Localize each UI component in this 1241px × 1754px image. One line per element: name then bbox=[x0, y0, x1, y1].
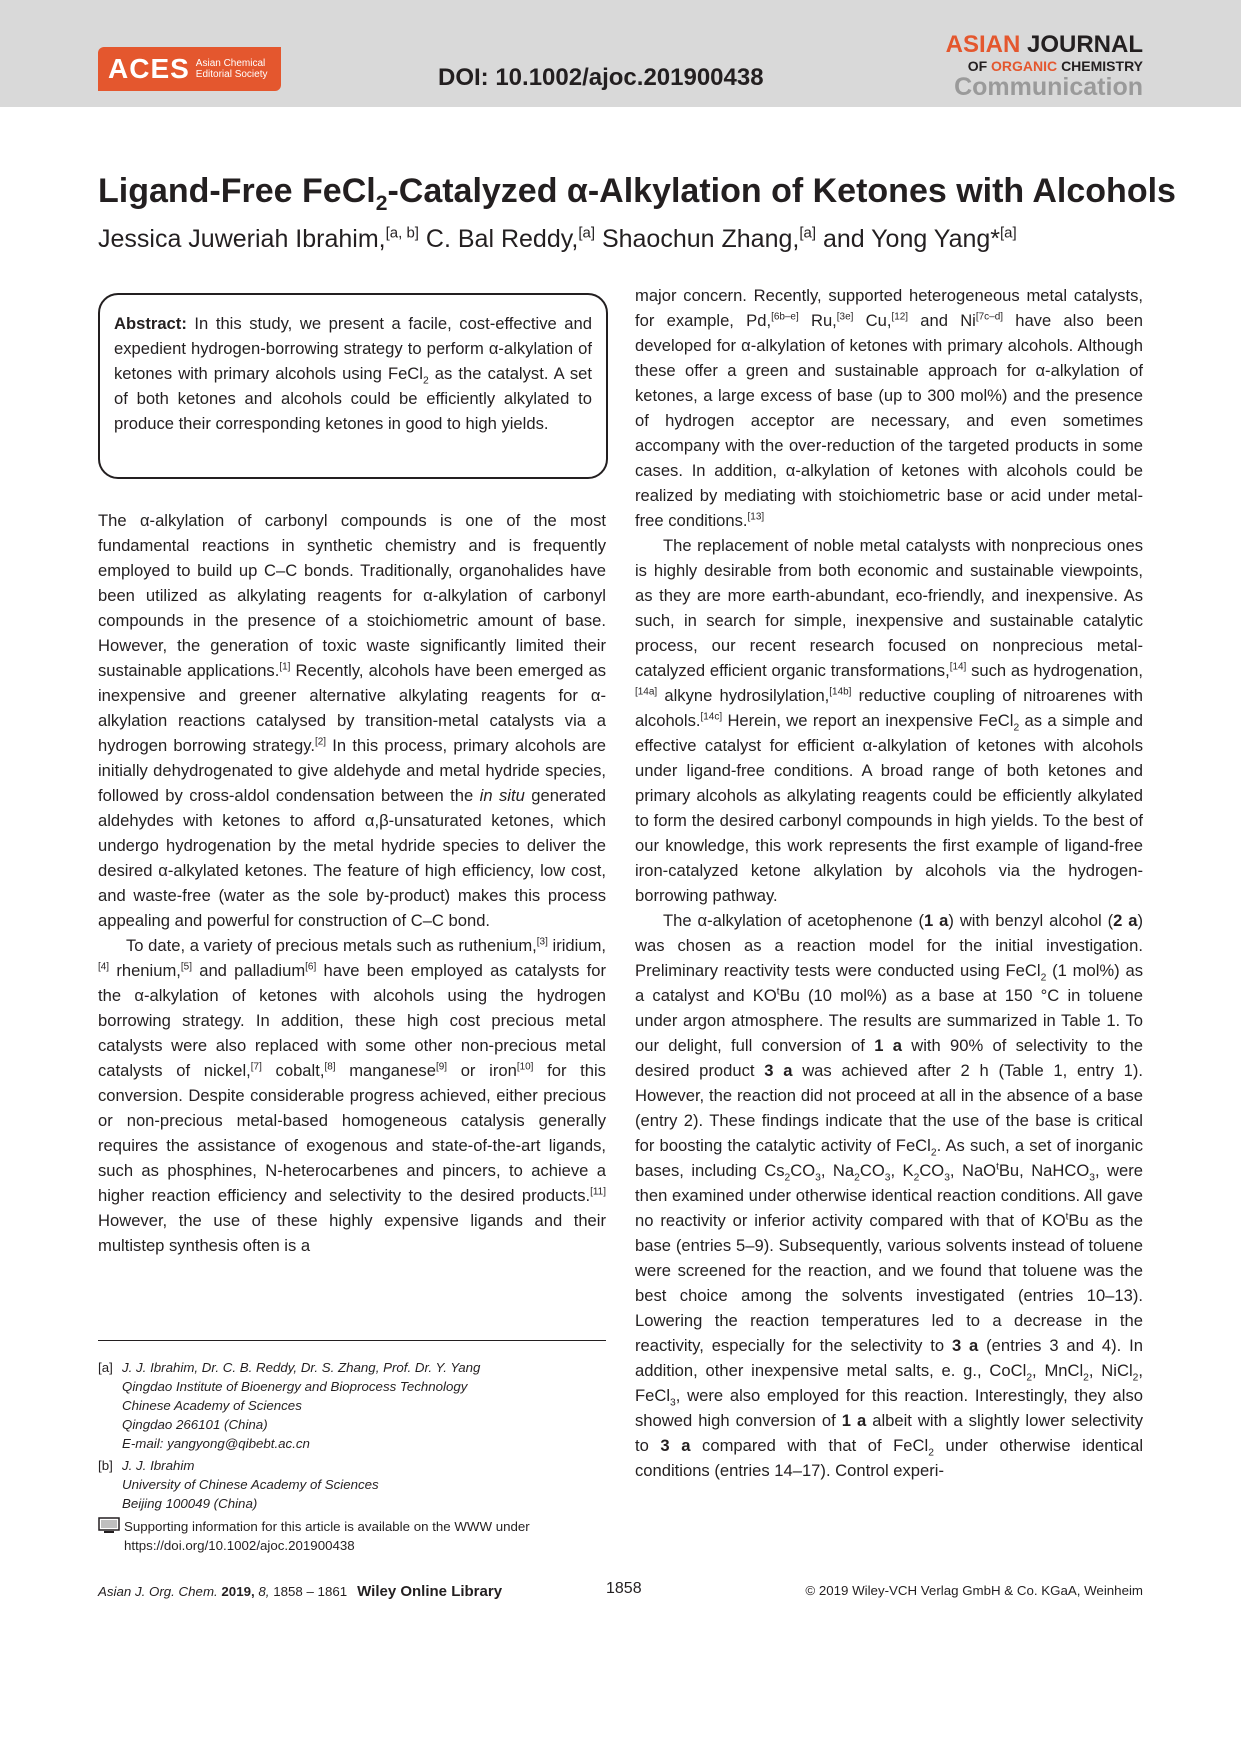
computer-icon bbox=[98, 1517, 120, 1534]
wiley-online-library-link[interactable]: Wiley Online Library bbox=[357, 1583, 503, 1600]
article-title: Ligand-Free FeCl$_2$-Catalyzed α-Alkylation of Ketones with Alcohols bbox=[98, 172, 1176, 215]
supporting-info bbox=[98, 1517, 606, 1555]
footnote-divider bbox=[98, 1340, 606, 1341]
paragraph: major concern. Recently, supported heterogeneous metal catalysts, for example, Pd,[6b–e] Ru,[3e] Cu,[12] and Ni[7c–d] have also been developed for α-alkylation of ketones with primary alcohols. Although these offer a green and sustainable approach for α-alkylation of ketones, a large excess of base (up to 300 mol%) and the presence of hydrogen acceptor are necessary, and even sometimes accompany with the over-reduction of the targeted products in some cases. In addition, α-alkylation of ketones with alcohols could be realized by mediating with stoichiometric base or acid under metal-free conditions.[13] bbox=[635, 286, 1144, 530]
abstract-text: Abstract: In this study, we present a facile, cost-effective and expedient hydrogen-borrowing strategy to perform α-alkylation of ketones with primary alcohols using FeCl$_2$ as the catalyst. A set of both ketones and alcohols could be efficiently alkylated to produce their corresponding ketones in good to high yields. bbox=[114, 314, 592, 433]
article-type: Communication bbox=[954, 73, 1143, 101]
email-link[interactable]: E-mail: yangyong@qibebt.ac.cn bbox=[122, 1436, 310, 1451]
supporting-info-link[interactable]: Supporting information for this article is available on the WWW under https://doi.org/10.1002/ajoc.201900438 bbox=[124, 1519, 530, 1553]
journal-logo bbox=[946, 32, 1143, 100]
paragraph: The α-alkylation of carbonyl compounds is one of the most fundamental reactions in synthetic chemistry and is frequently employed to build up C–C bonds. Traditionally, organohalides have been utilized as alkylating reagents for α-alkylation of carbonyl compounds in the presence of a stoichiometric amount of base. However, the generation of toxic waste significantly limited their sustainable applications.[1] Recently, alcohols have been emerged as inexpensive and greener alternative alkylating reagents for α-alkylation reactions catalysed by transition-metal catalysts via a hydrogen borrowing strategy.[2] In this process, primary alcohols are initially dehydrogenated to give aldehyde and metal hydride species, followed by cross-aldol condensation between the in situ generated aldehydes with ketones to afford α,β-unsaturated ketones, which undergo hydrogenation by the metal hydride species to deliver the desired α-alkylated ketones. The feature of high efficiency, low cost, and waste-free (water as the sole by-product) makes this process appealing and powerful for construction of C–C bond. bbox=[98, 511, 607, 930]
aces-logo bbox=[98, 47, 281, 91]
aces-logo-text: ACES bbox=[108, 53, 190, 84]
aces-sub-line-2: Editorial Society bbox=[195, 69, 268, 80]
page-number: 1858 bbox=[606, 1580, 642, 1597]
left-column bbox=[98, 508, 606, 1258]
paragraph: The replacement of noble metal catalysts with nonprecious ones is highly desirable from both economic and sustainable viewpoints, as they are more earth-abundant, eco-friendly, and inexpensive. As such, in search for simple, inexpensive and sustainable catalytic process, our recent research focused on nonprecious metal-catalyzed efficient organic transformations,[14] such as hydrogenation,[14a] alkyne hydrosilylation,[14b] reductive coupling of nitroarenes with alcohols.[14c] Herein, we report an inexpensive FeCl$_2$ as a simple and effective catalyst for efficient α-alkylation of ketones with alcohols under ligand-free conditions. A broad range of both ketones and primary alcohols as alkylating reagents could be efficiently alkylated to form the desired carbonyl compounds in high yields. To the best of our knowledge, this work represents the first example of ligand-free iron-catalyzed ketone alkylation by alcohols via the hydrogen-borrowing pathway. bbox=[635, 536, 1144, 905]
affiliation-a: [a] J. J. Ibrahim, Dr. C. B. Reddy, Dr. S. Zhang, Prof. Dr. Y. Yang Qingdao Institute of Bioenergy and Bioprocess Technology Chinese Academy of Sciences Qingdao 266101 (China) E-mail: yangyong@qibebt.ac.cn bbox=[98, 1360, 481, 1451]
copyright: © 2019 Wiley-VCH Verlag GmbH & Co. KGaA, Weinheim bbox=[805, 1583, 1143, 1598]
citation: Asian J. Org. Chem. 2019, 8, 1858 – 1861 Wiley Online Library bbox=[98, 1583, 503, 1600]
aces-sub-line-1: Asian Chemical bbox=[195, 58, 266, 69]
paragraph: To date, a variety of precious metals such as ruthenium,[3] iridium,[4] rhenium,[5] and palladium[6] have been employed as catalysts for the α-alkylation of ketones with alcohols using the hydrogen borrowing strategy. In addition, these high cost precious metal catalysts were also replaced with some other non-precious metal catalysts of nickel,[7] cobalt,[8] manganese[9] or iron[10] for this conversion. Despite considerable progress achieved, either precious or non-precious metal-based homogeneous catalysis generally requires the assistance of exogenous and state-of-the-art ligands, such as phosphines, N-heterocarbenes and pincers, to achieve a higher reaction efficiency and selectivity to the desired products.[11] However, the use of these highly expensive ligands and their multistep synthesis often is a bbox=[98, 936, 607, 1255]
journal-line-1: ASIAN JOURNAL bbox=[945, 31, 1143, 58]
author-list: Jessica Juweriah Ibrahim,[a, b] C. Bal Reddy,[a] Shaochun Zhang,[a] and Yong Yang*[a] bbox=[98, 224, 1017, 253]
paragraph: The α-alkylation of acetophenone (1 a) with benzyl alcohol (2 a) was chosen as a reaction model for the initial investigation. Preliminary reactivity tests were conducted using FeCl$_2$ (1 mol%) as a catalyst and $KO^tBu$ (10 mol%) as a base at 150 °C in toluene under argon atmosphere. The results are summarized in Table 1. To our delight, full conversion of 1 a with 90% of selectivity to the desired product 3 a was achieved after 2 h (Table 1, entry 1). However, the reaction did not proceed at all in the absence of a base (entry 2). These findings indicate that the use of the base is critical for boosting the catalytic activity of FeCl$_2$. As such, a set of inorganic bases, including $Cs_2CO_3$, $Na_2CO_3$, $K_2CO_3$, NaO$^t$Bu, NaHCO$_3$, were then examined under otherwise identical reaction conditions. All gave no reactivity or inferior activity compared with that of $KO^tBu$ as the base (entries 5–9). Subsequently, various solvents instead of toluene were screened for the reaction, and we found that toluene was the best choice among the solvents investigated (entries 10–13). Lowering the reaction temperatures led to a decrease in the reactivity, especially for the selectivity to 3 a (entries 3 and 4). In addition, other inexpensive metal salts, e. g., CoCl$_2$, MnCl$_2$, NiCl$_2$, FeCl$_3$, were also employed for this reaction. Interestingly, they also showed high conversion of 1 a albeit with a slightly lower selectivity to 3 a compared with that of FeCl$_2$ under otherwise identical conditions (entries 14–17). Control experi- bbox=[635, 911, 1144, 1480]
doi[interactable]: DOI: 10.1002/ajoc.201900438 bbox=[438, 64, 764, 91]
aces-logo-subtitle bbox=[196, 58, 268, 80]
footnotes bbox=[98, 1358, 606, 1555]
abstract-box bbox=[98, 293, 608, 479]
right-column bbox=[635, 283, 1143, 1483]
affiliation-b: [b] J. J. Ibrahim University of Chinese Academy of Sciences Beijing 100049 (China) bbox=[98, 1458, 379, 1511]
journal-line-2: OF ORGANIC CHEMISTRY bbox=[967, 58, 1143, 74]
